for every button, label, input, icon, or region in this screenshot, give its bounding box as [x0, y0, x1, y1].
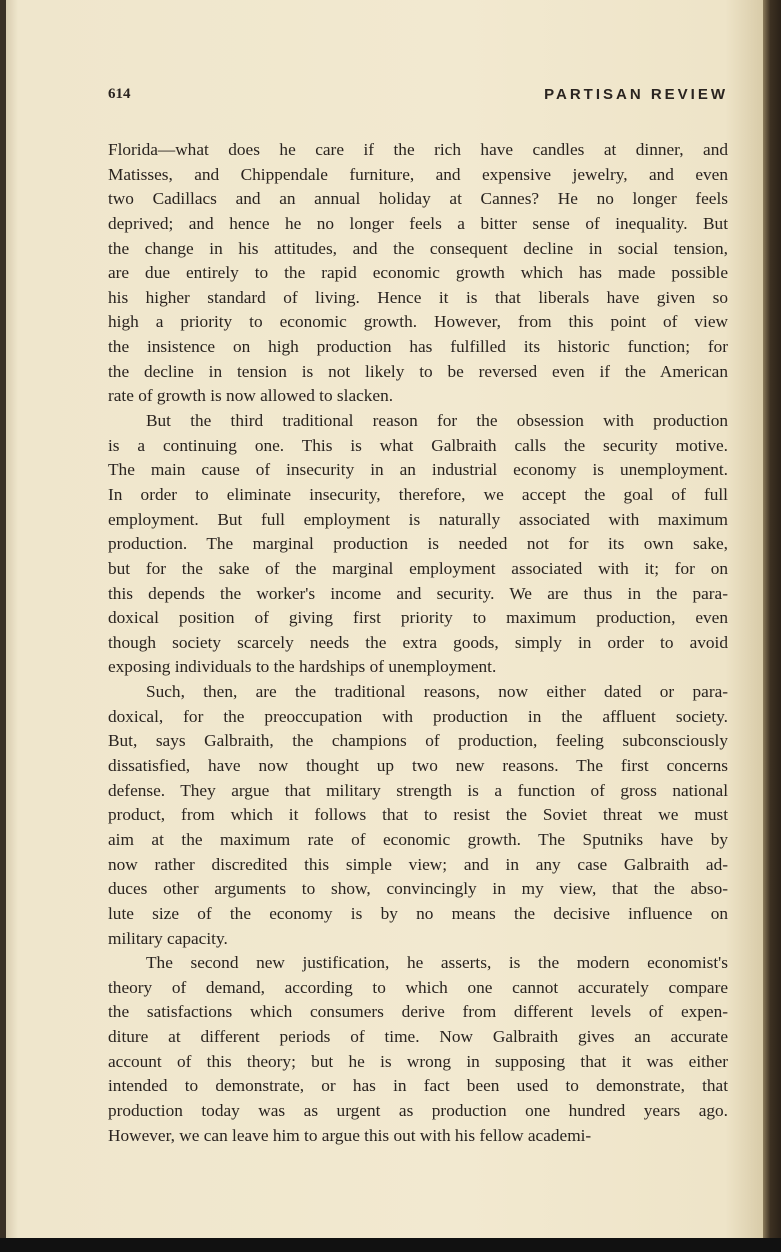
text-line: the decline in tension is not likely to be reversed even if the American: [108, 361, 728, 381]
text-line: his higher standard of living. Hence it is that liberals have given so: [108, 287, 728, 307]
text-line: But, says Galbraith, the champions of production, feeling subconsciously: [108, 731, 728, 751]
text-line: high a priority to economic growth. However, from this point of view: [108, 312, 728, 332]
text-line: exposing individuals to the hardships of unemployment.: [108, 657, 497, 677]
text-line: doxical, for the preoccupation with production in the affluent society.: [108, 706, 728, 726]
text-line: duces other arguments to show, convincingly in my view, that the abso-: [108, 879, 728, 899]
text-line: production today was as urgent as production one hundred years ago.: [108, 1100, 728, 1120]
text-line: The main cause of insecurity in an industrial economy is unemployment.: [108, 460, 728, 480]
text-line: deprived; and hence he no longer feels a bitter sense of inequality. But: [108, 213, 728, 233]
text-line: the change in his attitudes, and the consequent decline in social tension,: [108, 238, 728, 258]
text-line: defense. They argue that military strength is a function of gross national: [108, 780, 728, 800]
text-line: doxical position of giving first priority to maximum production, even: [108, 608, 728, 628]
article-body: [108, 138, 728, 1148]
paragraph: [108, 951, 728, 1148]
paragraph: [108, 680, 728, 951]
text-line: production. The marginal production is needed not for its own sake,: [108, 534, 728, 554]
text-line: are due entirely to the rapid economic growth which has made possible: [108, 263, 728, 283]
text-line: employment. But full employment is naturally associated with maximum: [108, 509, 728, 529]
text-line: Such, then, are the traditional reasons, now either dated or para-: [146, 682, 728, 702]
text-line: theory of demand, according to which one cannot accurately compare: [108, 977, 728, 997]
text-line: The second new justification, he asserts, is the modern economist's: [146, 953, 728, 973]
text-line: diture at different periods of time. Now Galbraith gives an accurate: [108, 1027, 728, 1047]
text-line: But the third traditional reason for the obsession with production: [146, 411, 728, 431]
running-header: [108, 86, 728, 106]
text-line: Florida—what does he care if the rich have candles at dinner, and: [108, 140, 728, 159]
text-line: aim at the maximum rate of economic growth. The Sputniks have by: [108, 829, 728, 849]
text-line: is a continuing one. This is what Galbraith calls the security motive.: [108, 435, 728, 455]
scan-bottom-border: [0, 1238, 781, 1252]
text-line: Matisses, and Chippendale furniture, and expensive jewelry, and even: [108, 164, 728, 184]
text-line: intended to demonstrate, or has in fact been used to demonstrate, that: [108, 1076, 728, 1096]
text-line: two Cadillacs and an annual holiday at Cannes? He no longer feels: [108, 189, 728, 209]
text-line: but for the sake of the marginal employment associated with it; for on: [108, 558, 728, 578]
journal-title: PARTISAN REVIEW: [544, 86, 728, 103]
text-line: lute size of the economy is by no means the decisive influence on: [108, 903, 728, 923]
text-line: military capacity.: [108, 928, 228, 948]
text-line: the satisfactions which consumers derive from different levels of expen-: [108, 1002, 728, 1022]
paragraph: [108, 409, 728, 680]
text-line: the insistence on high production has fulfilled its historic function; for: [108, 337, 728, 357]
paragraph: [108, 138, 728, 409]
book-spine-edge: [763, 0, 781, 1252]
text-line: this depends the worker's income and security. We are thus in the para-: [108, 583, 728, 603]
text-line: However, we can leave him to argue this out with his fellow academi-: [108, 1125, 592, 1145]
text-line: account of this theory; but he is wrong in supposing that it was either: [108, 1051, 728, 1071]
page-number: 614: [108, 86, 131, 102]
text-line: now rather discredited this simple view; and in any case Galbraith ad-: [108, 854, 728, 874]
text-line: In order to eliminate insecurity, therefore, we accept the goal of full: [108, 484, 728, 504]
text-line: dissatisfied, have now thought up two new reasons. The first concerns: [108, 756, 728, 776]
text-line: product, from which it follows that to resist the Soviet threat we must: [108, 805, 728, 825]
text-line: though society scarcely needs the extra goods, simply in order to avoid: [108, 632, 728, 652]
text-line: rate of growth is now allowed to slacken.: [108, 386, 394, 406]
